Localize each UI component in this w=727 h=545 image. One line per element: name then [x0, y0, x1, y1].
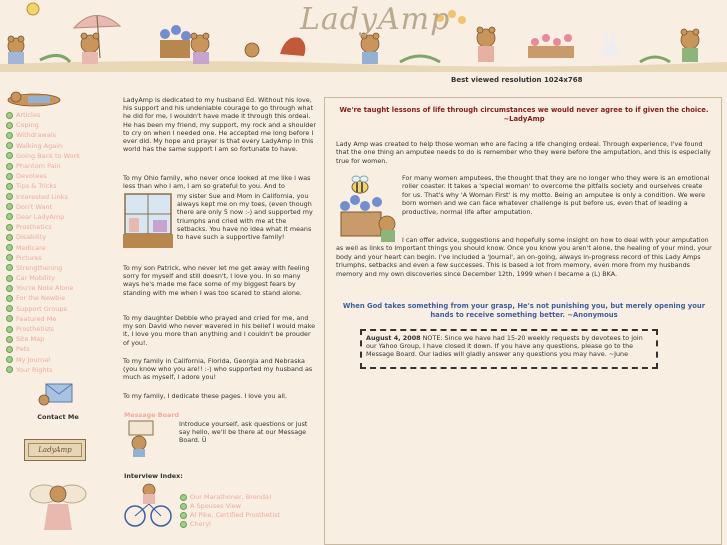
nav-list: [4, 110, 80, 375]
bear-sign-icon: [123, 419, 157, 459]
bullet-icon: [6, 326, 13, 333]
bullet-icon: [6, 112, 13, 119]
anonymous-quote: When God takes something from your grasp, He's not punishing you, but merely opening your hands to receive something better. ~Anonymous: [342, 302, 706, 319]
sidebar-item-not-alone[interactable]: You're Note Alone: [4, 283, 80, 293]
sidebar-item-pets[interactable]: Pets: [4, 344, 80, 354]
dedication-debbie-david: To my daughter Debbie who prayed and cried for me, and my son David who never wavered in his belief I would make it, I love you more than anything and I couldn't be prouder of you!.: [123, 314, 316, 347]
bullet-icon: [6, 244, 13, 251]
sleeping-bear-icon: [4, 88, 64, 108]
bullet-icon: [180, 521, 187, 528]
sidebar-item-disability[interactable]: Disability: [4, 232, 80, 242]
sidebar-item-medicare[interactable]: Medicare: [4, 242, 80, 252]
sidebar-item-articles[interactable]: Articles: [4, 110, 80, 120]
bullet-icon: [6, 295, 13, 302]
sidebar-item-prosthetics[interactable]: Prosthetics: [4, 222, 80, 232]
dedication-son-patrick: To my son Patrick, who never let me get away with feeling sorry for myself and still doesn't, I love you. In so many ways he's made me face some of my biggest fears by standing with me when I was too scared to stand alone.: [123, 264, 310, 297]
bullet-icon: [6, 152, 13, 159]
best-viewed-note: Best viewed resolution 1024x768: [451, 76, 583, 84]
bullet-icon: [6, 163, 13, 170]
sidebar-item-support-groups[interactable]: Support Groups: [4, 304, 80, 314]
sidebar-item-prosthetists[interactable]: Prosthetists: [4, 324, 80, 334]
bullet-icon: [6, 336, 13, 343]
dedication-closing: To my family, I dedicate these pages. I love you all.: [123, 392, 287, 400]
woman-first-paragraph: For many women amputees, the thought that they are no longer who they were is an emotional roller coaster. It takes a 'special woman' to overcome the pitfalls society and ourselves create for us. That's why 'A Woman First' is my motto. Being an amputee is only a condition. We were born women and we can face whatever challenge is put before us, even that of leading a productive, normal life after amputation.: [402, 174, 710, 216]
bullet-icon: [6, 234, 13, 241]
sidebar-item-dear-ladyamp[interactable]: Dear LadyAmp: [4, 212, 80, 222]
bullet-icon: [6, 203, 13, 210]
dedication-husband: LadyAmp is dedicated to my husband Ed. Without his love, his support and his undeniable courage to go through what he did for me, I wouldn't have made it through this ordeal. He has been my friend, my support, my rock and a shoulder to cry on when I needed one. He accepted me long before I ever did. My hope and prayer is that every LadyAmp in this world has the same support I am so fortunate to have.: [123, 96, 316, 154]
interview-item-al-pike[interactable]: Al Pike, Certified Prosthetist: [178, 511, 280, 520]
sidebar-item-pictures[interactable]: Pictures: [4, 253, 80, 263]
sidebar-item-your-rights[interactable]: Your Rights: [4, 365, 80, 375]
bullet-icon: [6, 224, 13, 231]
bullet-icon: [6, 193, 13, 200]
interview-item-brenda[interactable]: Our Marathoner, Brenda!: [178, 493, 280, 502]
sidebar-item-car-mobility[interactable]: Car Mobility: [4, 273, 80, 283]
dedication-sister-mom: my sister Sue and Mom in California, you always kept me on my toes, (even though there are only 5 now :-) and supported my triumphs and cried with me at the setbacks. You have no idea what it means to have such a supportive family!: [177, 192, 313, 242]
bullet-icon: [6, 213, 13, 220]
interview-index-title: Interview Index:: [124, 472, 183, 480]
advice-paragraph: I can offer advice, suggestions and hopefully some insight on how to deal with your amputation as well as links to important things you should know. Once you know you aren't alone, the healing of your mind, your body and your heart can begin. I've included a 'Journal', an on-going, always in-progress record of this Lady Amps triumphs, setbacks and even a few successes. This is based a lot from memory, even more from my husbands memory and my own discoveries since December 12th, 1999 when I became a (L) BKA.: [336, 236, 712, 278]
sidebar-item-going-back-to-work[interactable]: Going Back to Work: [4, 151, 80, 161]
bullet-icon: [180, 494, 187, 501]
bullet-icon: [6, 132, 13, 139]
sidebar-item-phantom-pain[interactable]: Phantom Pain: [4, 161, 80, 171]
interview-list: [178, 493, 280, 529]
interview-item-spouses-view[interactable]: A Spouses View: [178, 502, 280, 511]
intro-paragraph: Lady Amp was created to help those woman who are facing a life changing ordeal. Through experience, I've found that the one thing an amputee needs to do is remember who they were before the amputation, and this is especially true for women.: [336, 140, 711, 165]
main-content-panel: [324, 97, 722, 545]
yahoo-group-notice: [360, 329, 658, 369]
site-logo[interactable]: LadyAmp: [300, 2, 451, 37]
sidebar-item-dont-want[interactable]: Don't Want: [4, 202, 80, 212]
message-board-text: Introduce yourself, ask questions or just say hello, we'll be there at our Message Board. Ü: [179, 420, 308, 445]
dedication-extended-family: To my family in California, Florida, Georgia and Nebraska (you know who you are!! :-) who supported my husband as much as myself, I adore you!: [123, 357, 313, 382]
bee-icon: [345, 174, 375, 196]
bullet-icon: [6, 142, 13, 149]
sidebar-item-featured-me[interactable]: Featured Me: [4, 314, 80, 324]
notice-date: August 4, 2008: [366, 334, 421, 342]
bullet-icon: [6, 275, 13, 282]
badge-text: LadyAmp: [28, 443, 82, 457]
header-banner: [0, 0, 727, 72]
sidebar-item-strengthening[interactable]: Strengthening: [4, 263, 80, 273]
bullet-icon: [6, 183, 13, 190]
sidebar-item-coping[interactable]: Coping: [4, 120, 80, 130]
bullet-icon: [6, 356, 13, 363]
ladyamp-quote: We're taught lessons of life through circumstances we would never agree to if given the choice. ~LadyAmp: [339, 106, 709, 123]
sidebar-item-my-journal[interactable]: My Journal: [4, 355, 80, 365]
bullet-icon: [180, 503, 187, 510]
contact-me-link[interactable]: [33, 378, 83, 421]
notice-text: NOTE: Since we have had 15-20 weekly requests by devotees to join our Yahoo Group, I have closed it down. If you have any questions, please go to the Message Board. Our ladies will gladly answer any questions you may have. ~June: [366, 334, 643, 359]
envelope-bear-icon: [38, 378, 78, 408]
bullet-icon: [6, 285, 13, 292]
bullet-icon: [6, 346, 13, 353]
bullet-icon: [6, 122, 13, 129]
sidebar-item-walking-again[interactable]: Walking Again: [4, 141, 80, 151]
angel-bear-icon: [28, 474, 88, 538]
bullet-icon: [6, 366, 13, 373]
sidebar-item-interested-links[interactable]: Interested Links: [4, 192, 80, 202]
sidebar-item-withdrawals[interactable]: Withdrawals: [4, 130, 80, 140]
ladyamp-badge[interactable]: [24, 439, 86, 461]
interview-item-cheryl[interactable]: Cheryl: [178, 520, 280, 529]
bear-window-icon: [123, 192, 173, 250]
bullet-icon: [6, 173, 13, 180]
message-board-link[interactable]: Message Board: [124, 411, 180, 419]
dedication-ohio-family: To my Ohio family, who never once looked at me like I was less than who I am, I am so grateful to you. And to: [123, 174, 311, 191]
bear-bicycle-icon: [123, 480, 173, 528]
bullet-icon: [6, 315, 13, 322]
sidebar-item-devotees[interactable]: Devotees: [4, 171, 80, 181]
bullet-icon: [6, 305, 13, 312]
sidebar-item-for-the-newbie[interactable]: For the Newbie: [4, 293, 80, 303]
bullet-icon: [180, 512, 187, 519]
contact-me-label: Contact Me: [37, 413, 79, 421]
sidebar-item-site-map[interactable]: Site Map: [4, 334, 80, 344]
bullet-icon: [6, 254, 13, 261]
bullet-icon: [6, 264, 13, 271]
sidebar-item-tips-tricks[interactable]: Tips & Tricks: [4, 181, 80, 191]
